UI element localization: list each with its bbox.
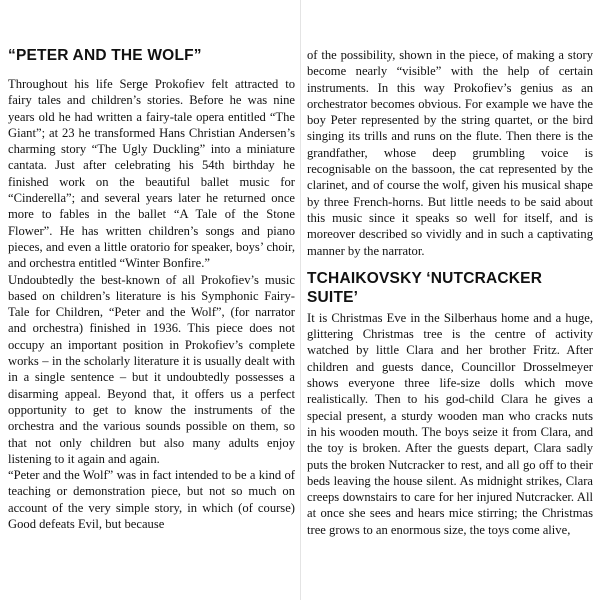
nutcracker-suite-heading: TCHAIKOVSKY ‘NUTCRACKER SUITE’ — [307, 269, 543, 306]
orchestration-paragraph: of the possibility, shown in the piece, of making a story become nearly “visible” with the help of certain instruments. In this way Prokofiev’s genius as an orchestrator becomes obvious. For example we have the boy Peter represented by the string quartet, or the bird singing its trills and runs on the flute. Then there is the grandfather, whose deep grumbling voice is recognisable on the bassoon, the cat represented by the clarinet, and of course the wolf, given his musical shape by three French-horns. But little needs to be said about this music since it speaks so well for itself, and is moreover described so vividly and in such a captivating manner by the narrator. — [307, 48, 593, 258]
prokofiev-intro-paragraph: Throughout his life Serge Prokofiev felt attracted to fairy tales and children’s stories. Before he was nine years old he had written a fairy-tale opera entitled “The Giant”; at 23 he transformed Hans Christian Andersen’s charming story “The Ugly Duckling” into a miniature cantata. Just after celebrating his 54th birthday he finished work on the beautiful ballet music for “Cinderella”; and several years later he returned once more to fables in the ballet “A Tale of the Stone Flower”. He has written children’s songs and piano pieces, and even a little oratorio for speaker, boys’ choir, and orchestra entitled “Winter Bonfire.” — [8, 77, 295, 271]
peter-and-the-wolf-heading: “PETER AND THE WOLF” — [8, 47, 202, 64]
nutcracker-story-paragraph: It is Christmas Eve in the Silberhaus home and a huge, glittering Christmas tree is the centre of activity watched by little Clara and her brother Fritz. After children and guests dance, Councillor Drosselmeyer shows everyone three life-size dolls which move realistically. Then to his god-child Clara he gives a special present, a sturdy wooden man who cracks nuts in his wooden mouth. The boys seize it from Clara, and the toy is broken. After the guests depart, Clara sadly puts the broken Nutcracker to rest, and all go off to their beds leaving the house silent. As midnight strikes, Clara creeps downstairs to care for her injured Nutcracker. All at once she sees and hears mice stirring; the Christmas tree grows to an enormous size, the toys come alive, — [307, 310, 593, 537]
peter-and-the-wolf-paragraph: Undoubtedly the best-known of all Prokofiev’s music based on children’s literature is his Symphonic Fairy-Tale for Children, “Peter and the Wolf”, (for narrator and orchestra) finished in 1936. This piece does not occupy an important position in Prokofiev’s complete works – in the scholarly literature it is usually dealt with in a single sentence – but it undoubtedly possesses a disarming appeal. Beyond that, it offers us a perfect opportunity to get to know the instruments of the orchestra and the various sounds possible on them, so that not only children but also many adults enjoy listening to it again and again. — [8, 272, 295, 466]
left-column — [8, 46, 295, 532]
column-divider — [300, 0, 301, 600]
right-column — [307, 47, 593, 538]
teaching-piece-paragraph: “Peter and the Wolf” was in fact intended to be a kind of teaching or demonstration piece, but not so much on account of the very simple story, in which (of course) Good defeats Evil, but because — [8, 468, 295, 532]
